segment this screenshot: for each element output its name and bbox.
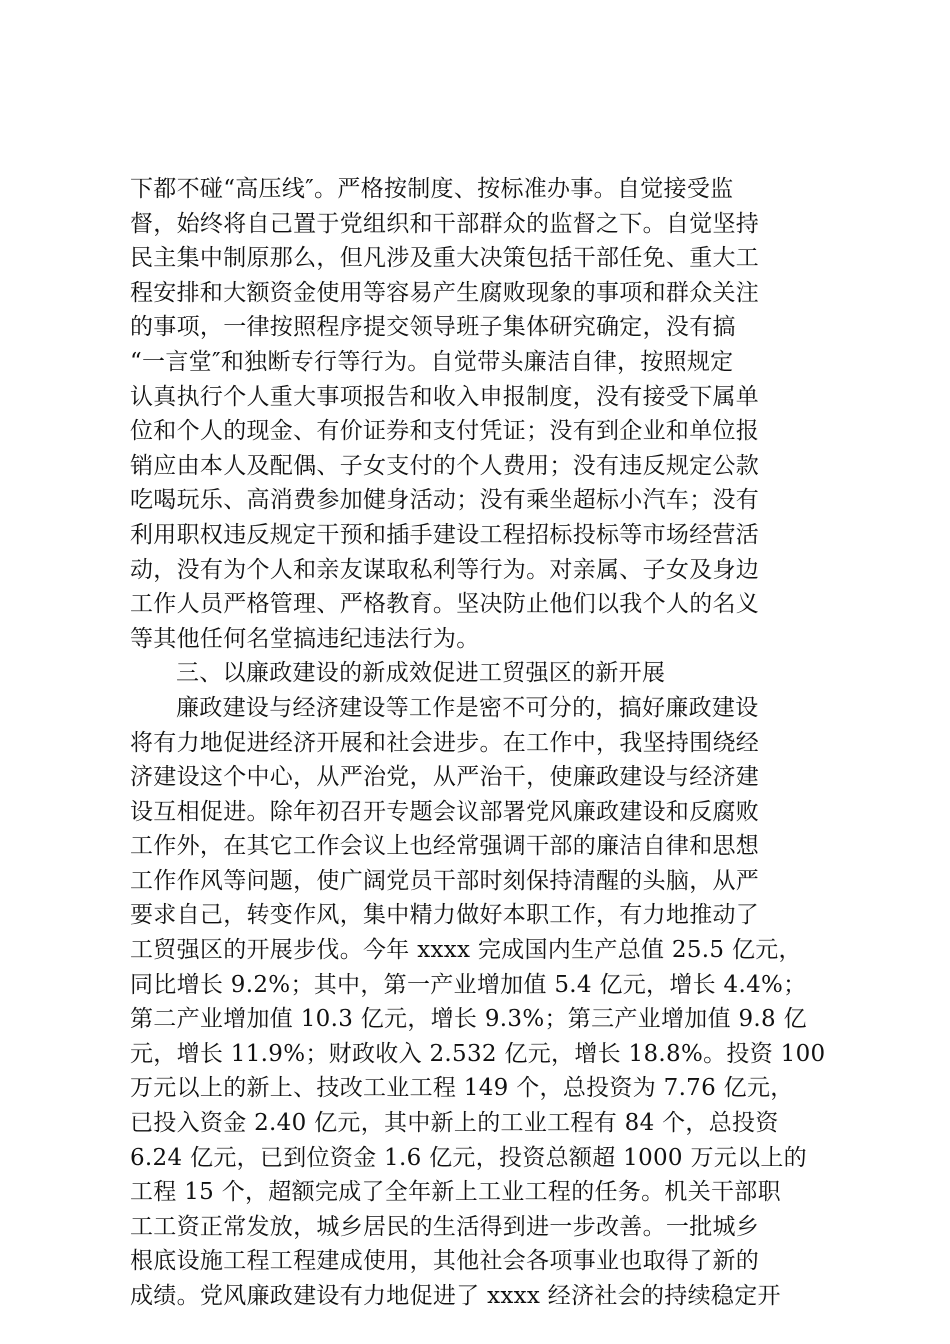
text-line: 下都不碰“高压线″。严格按制度、按标准办事。自觉接受监 [130, 176, 734, 202]
body-text [130, 172, 830, 1314]
text-line: 工作作风等问题，使广阔党员干部时刻保持清醒的头脑，从严 [130, 867, 760, 894]
text-line: 工工资正常发放，城乡居民的生活得到进一步改善。一批城乡 [130, 1213, 760, 1240]
text-line: 程安排和大额资金使用等容易产生腐败现象的事项和群众关注 [130, 279, 760, 306]
paragraph-start: 廉政建设与经济建设等工作是密不可分的，搞好廉政建设 [176, 694, 759, 721]
text-line: 位和个人的现金、有价证券和支付凭证；没有到企业和单位报 [130, 418, 760, 445]
text-line: 民主集中制原那么，但凡涉及重大决策包括干部任免、重大工 [130, 245, 760, 272]
text-line: 工贸强区的开展步伐。今年 xxxx 完成国内生产总值 25.5 亿元， [130, 937, 802, 964]
text-line: “一言堂″和独断专行等行为。自觉带头廉洁自律，按照规定 [130, 348, 734, 375]
text-line: 利用职权违反规定干预和插手建设工程招标投标等市场经营活 [130, 521, 760, 548]
text-line: 元，增长 11.9%；财政收入 2.532 亿元，增长 18.8%。投资 100 [130, 1040, 826, 1067]
text-line: 同比增长 9.2%；其中，第一产业增加值 5.4 亿元，增长 4.4%； [130, 971, 807, 998]
text-line: 济建设这个中心，从严治党，从严治干，使廉政建设与经济建 [130, 764, 760, 791]
text-line: 的事项，一律按照程序提交领导班子集体研究确定，没有搞 [130, 314, 736, 341]
section-heading: 三、以廉政建设的新成效促进工贸强区的新开展 [176, 660, 666, 687]
text-line: 要求自己，转变作风，集中精力做好本职工作，有力地推动了 [130, 902, 760, 929]
text-line: 万元以上的新上、技改工业工程 149 个，总投资为 7.76 亿元， [130, 1075, 794, 1102]
text-line: 根底设施工程工程建成使用，其他社会各项事业也取得了新的 [130, 1248, 760, 1275]
text-line: 督，始终将自己置于党组织和干部群众的监督之下。自觉坚持 [130, 210, 760, 237]
text-line: 工作外，在其它工作会议上也经常强调干部的廉洁自律和思想 [130, 833, 760, 860]
text-line: 销应由本人及配偶、子女支付的个人费用；没有违反规定公款 [130, 452, 760, 479]
text-line: 等其他任何名堂搞违纪违法行为。 [130, 625, 480, 652]
text-line: 吃喝玩乐、高消费参加健身活动；没有乘坐超标小汽车；没有 [130, 487, 760, 514]
text-line: 动，没有为个人和亲友谋取私利等行为。对亲属、子女及身边 [130, 556, 760, 583]
text-line: 6.24 亿元，已到位资金 1.6 亿元，投资总额超 1000 万元以上的 [130, 1144, 807, 1171]
text-line: 设互相促进。除年初召开专题会议部署党风廉政建设和反腐败 [130, 798, 760, 825]
text-line: 将有力地促进经济开展和社会进步。在工作中，我坚持围绕经 [130, 729, 760, 756]
text-line: 已投入资金 2.40 亿元，其中新上的工业工程有 84 个，总投资 [130, 1110, 779, 1137]
text-line: 认真执行个人重大事项报告和收入申报制度，没有接受下属单 [130, 383, 760, 410]
text-line: 第二产业增加值 10.3 亿元，增长 9.3%；第三产业增加值 9.8 亿 [130, 1006, 807, 1033]
text-line: 工程 15 个，超额完成了全年新上工业工程的任务。机关干部职 [130, 1179, 781, 1206]
text-line: 成绩。党风廉政建设有力地促进了 xxxx 经济社会的持续稳定开 [130, 1283, 781, 1309]
text-line: 工作人员严格管理、严格教育。坚决防止他们以我个人的名义 [130, 591, 760, 618]
